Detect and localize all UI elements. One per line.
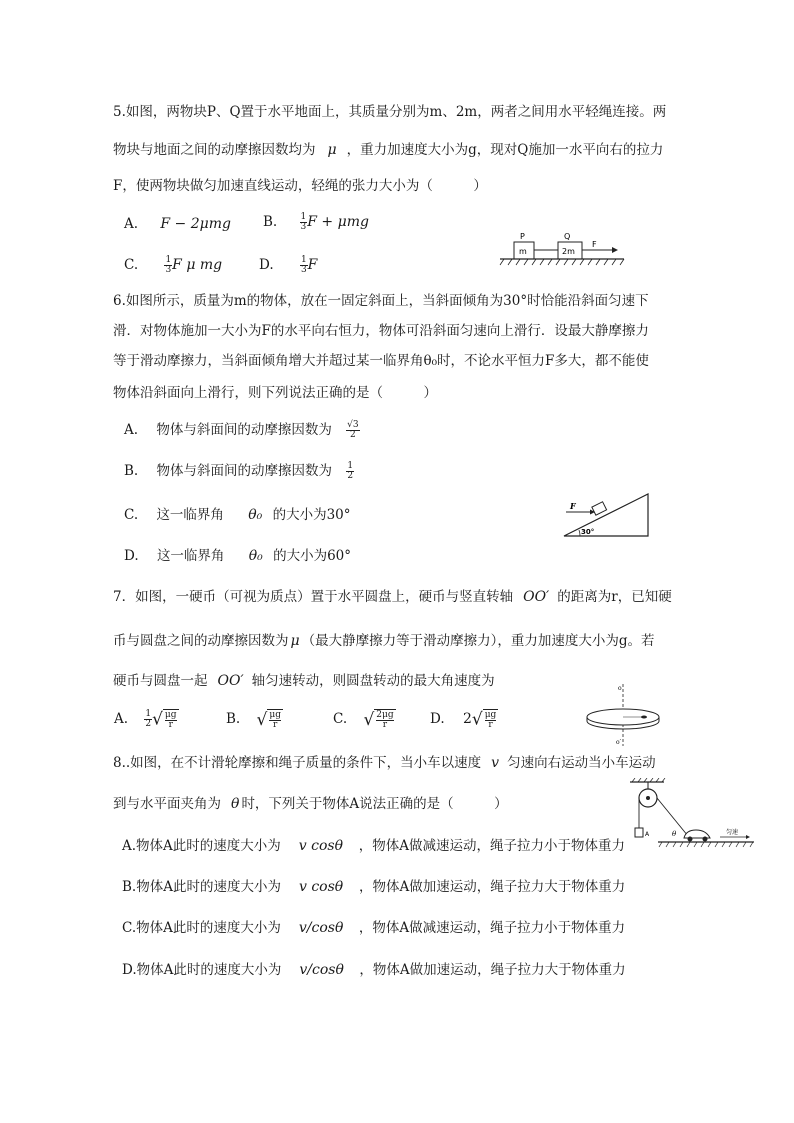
q6-option-b[interactable] [124,461,354,481]
q8-option-c-tail: ，物体A做减速运动，绳子拉力小于物体重力 [358,920,626,936]
q6-option-c[interactable] [124,505,351,525]
q5-option-c-frac-den: 3 [165,265,172,275]
q5-ground-hatch [500,259,624,265]
q6-angle-label: 30° [581,528,595,536]
q7-option-a-rad-den: r [168,720,173,730]
q7-option-d-rad-num: μg [484,710,497,720]
q6-option-d-label: D. [124,548,139,564]
q8-option-b-label: B.物体A此时的速度大小为 [122,879,281,895]
q8-option-b-expr: v cosθ [298,879,344,895]
q6-line2: 滑．对物体施加一大小为F的水平向右恒力，物体可沿斜面匀速向上滑行．设最大静摩擦力 [113,323,649,339]
q6-option-b-frac [346,462,354,481]
q6-incline [564,494,648,536]
q6-option-c-text2: 的大小为30° [272,507,351,523]
q7-option-b-label: B. [226,711,241,727]
q8-option-a-expr: v cosθ [298,838,344,854]
q7-option-d[interactable]: D. 2√ $\frac{\mu g}{r}$ [430,709,497,730]
q8-option-a[interactable] [122,836,625,856]
q7-line2b: （最大静摩擦力等于滑动摩擦力），重力加速度大小为g。若 [301,633,655,649]
q6-option-c-theta: θ₀ [248,507,263,523]
q6-option-d-text2: 的大小为60° [273,548,352,564]
q6-line3: 等于滑动摩擦力，当斜面倾角增大并超过某一临界角θ₀时，不论水平恒力F多大，都不能使 [113,353,649,369]
q5-option-d-expr: F [307,257,318,273]
q5-line2 [113,140,663,160]
q8-option-b[interactable] [122,877,625,897]
q6-option-b-text: 物体与斜面间的动摩擦因数为 [156,463,333,479]
q6-option-a-den: 2 [350,430,356,440]
q6-line4: 物体沿斜面向上滑行，则下列说法正确的是（ ） [113,385,437,401]
q5-line2a: 物块与地面之间的动摩擦因数均为 [113,142,316,158]
q5-option-c[interactable] [124,255,222,275]
q7-option-b-rad-den: r [273,720,278,730]
q7-option-b-rad-num: μg [269,710,281,720]
q7-option-b-radicand [267,709,283,730]
q5-line3: F，使两物块做匀加速直线运动，轻绳的张力大小为（ ） [113,178,487,194]
q6-option-c-text1: 这一临界角 [156,507,224,523]
q5-option-a-label: A. [124,216,139,232]
q5-block-p-mass: m [519,247,527,256]
q5-label-p: P [520,232,525,241]
q6-option-b-den: 2 [347,471,354,481]
q7-disk-figure [580,680,670,750]
q5-option-c-frac [164,256,172,275]
q7-option-a-coef-num: 1 [145,709,152,719]
q7-option-c-rad-den: r [382,720,388,730]
q5-label-q: Q [564,232,571,241]
q8-label-a: A [645,831,650,838]
q8-line2 [113,794,508,814]
q7-option-a-coef-den: 2 [145,719,152,729]
q5-option-b[interactable] [263,212,369,232]
q6-option-a-text: 物体与斜面间的动摩擦因数为 [156,422,332,438]
q5-option-a[interactable] [124,214,231,234]
q7-option-c[interactable]: C. √ $\frac{2\mu g}{r}$ [333,709,394,730]
q8-pulley-figure [628,778,758,850]
q8-line2a: 到与水平面夹角为 [113,796,221,812]
q6-option-a-label: A. [124,422,139,438]
q7-line1a: 7．如图，一硬币（可视为质点）置于水平圆盘上，硬币与竖直转轴 [113,589,514,605]
q7-line3b: 轴匀速转动，则圆盘转动的最大角速度为 [251,673,495,689]
q8-option-d-label: D.物体A此时的速度大小为 [122,962,282,978]
q7-option-a-label: A. [114,711,129,727]
q7-line2 [113,631,655,651]
q7-option-d-radicand [483,709,499,730]
q5-option-b-label: B. [263,214,278,230]
q5-line2b: ，重力加速度大小为g，现对Q施加一水平向右的拉力 [346,142,664,158]
q8-car-wheel-rear [688,837,693,842]
q7-line3a: 硬币与圆盘一起 [113,673,208,689]
q5-force-label: F [592,240,597,249]
q7-option-a-coef [144,710,152,729]
q7-line1 [113,587,672,607]
q5-option-d[interactable] [259,255,317,275]
q8-label-speed: 匀速 [726,829,739,836]
q8-option-a-label: A.物体A此时的速度大小为 [122,838,281,854]
q6-line1: 6.如图所示，质量为m的物体，放在一固定斜面上，当斜面倾角为30°时恰能沿斜面匀速下 [113,293,649,309]
q7-option-b[interactable]: B. √ $\frac{\mu g}{r}$ [226,709,281,730]
q5-option-d-frac-num: 1 [300,255,307,265]
q7-line2a: 币与圆盘之间的动摩擦因数为 [113,633,289,649]
q6-option-d-theta: θ₀ [248,548,263,564]
q7-option-d-coef: 2 [462,711,472,727]
q8-option-a-tail: ，物体A做减速运动，绳子拉力小于物体重力 [358,838,626,854]
q5-option-d-frac-den: 3 [300,265,307,275]
q8-pulley-axle [646,796,650,800]
q7-option-a-rad-num: μg [164,710,177,720]
q6-option-b-label: B. [124,463,139,479]
q8-option-d-expr: v/cosθ [299,962,344,978]
q5-option-c-label: C. [124,257,139,273]
q6-option-d[interactable] [124,546,351,566]
q7-option-a[interactable]: A. $\frac{1}{2}$ √ $\frac{\mu g}{r}$ [114,709,177,730]
q7-option-a-radicand [163,709,179,730]
q5-option-c-frac-num: 1 [165,255,172,265]
q8-option-c[interactable] [122,918,625,938]
q5-option-b-frac-num: 1 [300,212,307,222]
q6-option-c-label: C. [124,507,139,523]
q8-line1 [113,753,656,773]
q6-force-label: F [570,501,576,511]
q6-option-a-num: √3 [347,420,359,430]
q5-mu: μ [327,142,337,158]
q8-car-wheel-front [703,837,708,842]
q6-option-a-frac [346,421,359,440]
q5-option-c-expr: F μ mg [172,257,223,273]
q8-v: v [491,755,500,771]
q6-incline-figure [560,490,652,540]
q6-option-b-num: 1 [347,461,354,471]
q8-line1b: 匀速向右运动当小车运动 [507,755,656,771]
q7-option-c-radicand [374,709,395,730]
q5-option-d-label: D. [259,257,274,273]
q7-axis-1: OO′ [523,589,550,605]
q8-option-d-tail: ，物体A做加速运动，绳子拉力大于物体重力 [359,962,626,978]
q6-option-d-text1: 这一临界角 [156,548,225,564]
q5-option-d-frac [300,256,308,275]
q7-option-d-rad-den: r [488,720,493,730]
q5-blocks-figure [498,228,628,272]
q5-option-b-expr: F + μmg [307,214,369,230]
q7-option-c-rad-num: 2μg [376,710,394,720]
q8-option-b-tail: ，物体A做加速运动，绳子拉力大于物体重力 [358,879,626,895]
q7-line1b: 的距离为r，已知硬 [557,589,672,605]
q7-option-c-label: C. [333,711,348,727]
q7-option-d-label: D. [430,711,445,727]
q5-line1: 5.如图，两物块P、Q置于水平地面上，其质量分别为m、2m，两者之间用水平轻绳连接。两 [113,104,667,120]
q5-force-arrowhead [612,247,618,253]
q8-line2b: 时，下列关于物体A说法正确的是（ ） [241,796,508,812]
q6-angle-arc [579,530,580,536]
q8-line1a: 8..如图，在不计滑轮摩擦和绳子质量的条件下，当小车以速度 [113,755,482,771]
q8-option-c-expr: v/cosθ [298,920,344,936]
q7-coin [641,716,647,719]
q7-axis-2: OO′ [217,673,244,689]
q8-ground-hatch [659,842,753,847]
q8-block-a [635,828,643,837]
q7-line3 [113,671,495,691]
q5-option-b-frac-den: 3 [300,222,307,232]
q7-label-o-bottom: o′ [616,739,621,746]
q7-mu: μ [290,633,300,649]
q8-option-c-label: C.物体A此时的速度大小为 [122,920,281,936]
q8-label-theta: θ [672,830,677,838]
q7-label-o-top: o [618,685,622,692]
q6-option-a[interactable] [124,420,360,440]
q8-theta: θ [231,796,240,812]
q8-velocity-arrowhead [746,835,750,839]
q6-block [592,502,607,515]
q5-block-q-mass: 2m [562,247,575,256]
q8-option-d[interactable] [122,960,626,980]
q5-option-a-expr: F − 2μmg [160,216,231,232]
